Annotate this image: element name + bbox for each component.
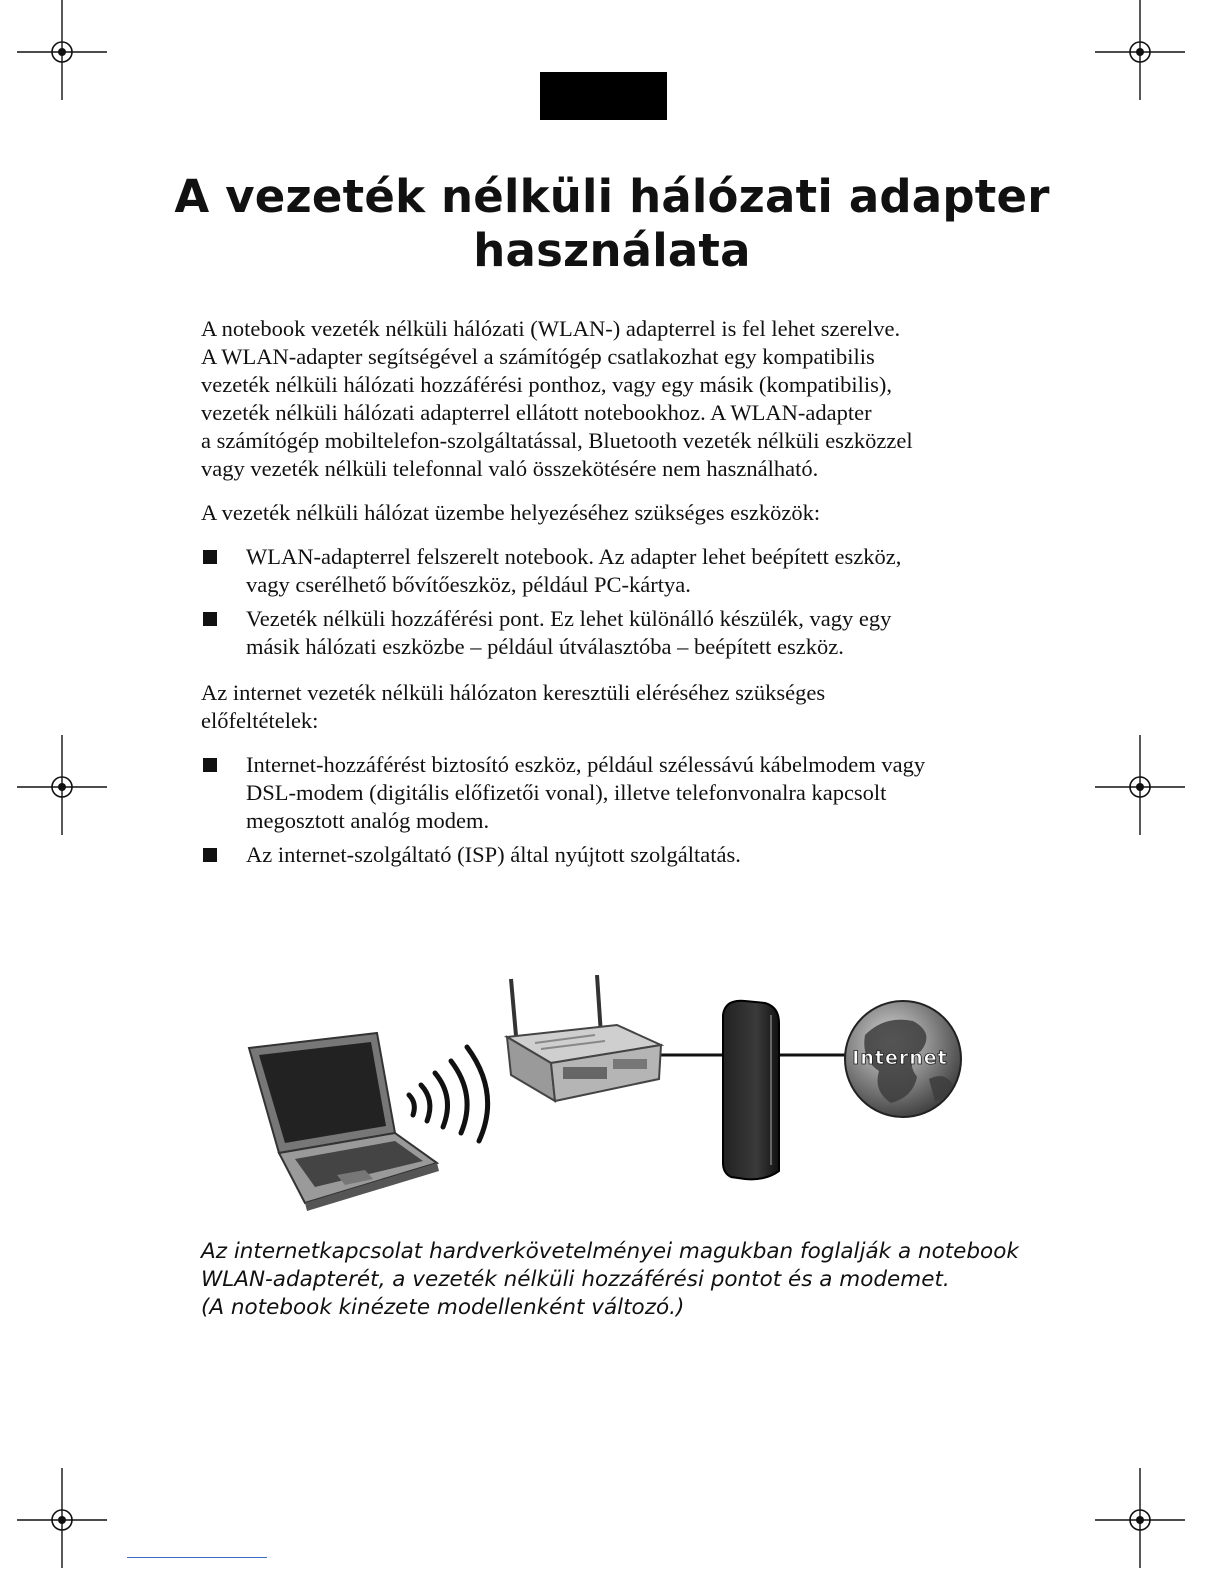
body-text [201,315,1031,887]
internet-heading-line: Az internet vezeték nélküli hálózaton keresztüli eléréséhez szükséges [201,680,826,705]
list-item-line: Internet-hozzáférést biztosító eszköz, például szélessávú kábelmodem vagy [246,752,926,777]
needs-list [201,543,1031,661]
square-bullet-icon [203,848,217,862]
intro-paragraph [201,315,1031,483]
intro-line: vezeték nélküli hálózati hozzáférési ponthoz, vagy egy másik (kompatibilis), [201,372,893,397]
list-item [201,543,1031,599]
intro-line: a számítógép mobiltelefon-szolgáltatással, Bluetooth vezeték nélküli eszközzel [201,428,913,453]
figure-caption [201,1238,1041,1322]
internet-heading [201,679,1031,735]
caption-line: WLAN-adapterét, a vezeték nélküli hozzáférési pontot és a modemet. [201,1267,950,1292]
laptop-icon [249,1033,439,1211]
list-item-line: másik hálózati eszközbe – például útválasztóba – beépített eszköz. [246,634,844,659]
access-point-icon [507,975,661,1101]
intro-line: vezeték nélküli hálózati adapterrel ellátott notebookhoz. A WLAN-adapter [201,400,872,425]
square-bullet-icon [203,550,217,564]
globe-label: Internet [852,1047,948,1069]
list-item [201,841,1031,869]
page-title-line-2: használata [473,224,751,277]
registration-mark-middle-left [12,735,112,835]
page-title-line-1: A vezeték nélküli hálózati adapter [174,170,1050,223]
registration-mark-middle-right [1090,735,1190,835]
network-illustration [245,975,975,1225]
intro-line: vagy vezeték nélküli telefonnal való összekötésére nem használható. [201,456,819,481]
footer-rule [127,1557,267,1558]
internet-list [201,751,1031,869]
intro-line: A notebook vezeték nélküli hálózati (WLAN-) adapterrel is fel lehet szerelve. [201,316,901,341]
registration-mark-bottom-right [1090,1468,1190,1568]
list-item-line: DSL-modem (digitális előfizetői vonal), illetve telefonvonalra kapcsolt [246,780,887,805]
caption-line: Az internetkapcsolat hardverkövetelményei magukban foglalják a notebook [201,1239,1019,1264]
list-item [201,751,1031,835]
list-item-line: WLAN-adapterrel felszerelt notebook. Az adapter lehet beépített eszköz, [246,544,902,569]
registration-mark-bottom-left [12,1468,112,1568]
caption-line: (A notebook kinézete modellenként változó.) [201,1295,685,1320]
list-item-line: Az internet-szolgáltató (ISP) által nyújtott szolgáltatás. [246,842,741,867]
intro-line: A WLAN-adapter segítségével a számítógép csatlakozhat egy kompatibilis [201,344,875,369]
registration-mark-top-right [1090,0,1190,100]
square-bullet-icon [203,758,217,772]
internet-heading-line: előfeltételek: [201,708,319,733]
list-item-line: vagy cserélhető bővítőeszköz, például PC-kártya. [246,572,691,597]
wireless-signal-icon [409,1047,488,1141]
page-title [160,170,1064,278]
list-item-line: megosztott analóg modem. [246,808,490,833]
list-item-line: Vezeték nélküli hozzáférési pont. Ez lehet különálló készülék, vagy egy [246,606,892,631]
needs-heading: A vezeték nélküli hálózat üzembe helyezéséhez szükséges eszközök: [201,500,821,525]
modem-icon [723,1001,779,1180]
chapter-tab [540,72,667,120]
registration-mark-top-left [12,0,112,100]
square-bullet-icon [203,612,217,626]
list-item [201,605,1031,661]
